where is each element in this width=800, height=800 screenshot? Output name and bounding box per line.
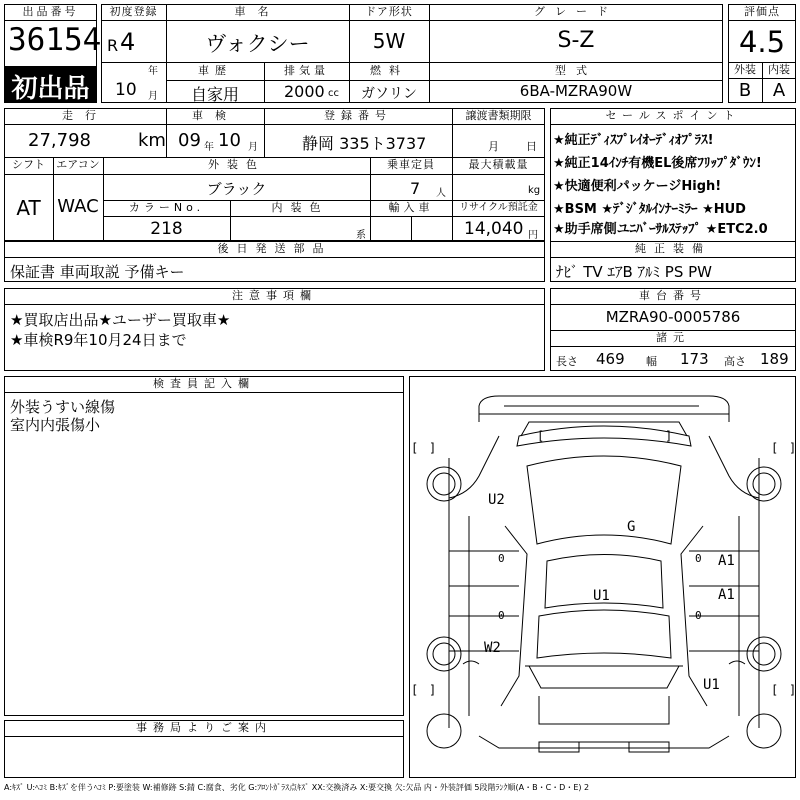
capacity-value: 7 <box>410 179 421 198</box>
model-label: 型式 <box>555 64 597 77</box>
notes-line-2: ★車検R9年10月24日まで <box>10 331 187 349</box>
aircon-value: WAC <box>57 196 99 217</box>
transfer-day-unit: 日 <box>526 140 537 153</box>
transfer-label: 譲渡書類期限 <box>465 109 532 122</box>
wheel-mark-0-c: 0 <box>498 609 505 622</box>
model-value: 6BA-MZRA90W <box>519 82 633 100</box>
chassis-value: MZRA90-0005786 <box>605 308 741 326</box>
legend-text: A:ｷｽﾞ U:ﾍｺﾐ B:ｷｽﾞを伴うﾍｺﾐ P:要塗装 W:補修跡 S:錆 C:腐食、劣化 G:ﾌﾛﾝﾄｶﾞﾗｽ点ｷｽﾞ XX:交換済み X:要交換 欠:欠品 内・外装評価 5段階ﾗﾝｸ順(A・B・C・D・E) 2 <box>4 783 590 792</box>
first-reg-year: 4 <box>120 28 136 56</box>
sales-point-5: ★助手席側ユﾆﾊﾞｰｻﾙｽﾃｯﾌﾟ ★ETC2.0 <box>553 222 768 237</box>
int-color-label: 内装色 <box>271 201 329 214</box>
wheel-mark-0-b: 0 <box>695 552 702 565</box>
displacement-label: 排気量 <box>284 64 329 77</box>
interior-score: A <box>772 80 786 101</box>
first-reg-label: 初度登録 <box>109 5 158 18</box>
inspection-month: 10 <box>218 130 241 151</box>
inspection-label: 車検 <box>192 109 238 122</box>
max-load-unit: kg <box>528 185 541 196</box>
damage-u1-rear: U1 <box>703 677 720 693</box>
later-parts-value: 保証書 車両取説 予備キー <box>10 263 185 281</box>
wheel-mark-0-a: 0 <box>498 552 505 565</box>
height-value: 189 <box>760 350 789 368</box>
inspector-line-2: 室内内張傷小 <box>10 416 101 434</box>
exterior-label: 外装 <box>734 63 756 76</box>
equipment-label: 純正装備 <box>635 242 711 255</box>
length-value: 469 <box>596 350 625 368</box>
svg-text:[: [ <box>537 429 545 443</box>
recycle-unit: 円 <box>528 230 538 241</box>
shift-label: シフト <box>12 158 45 171</box>
damage-a1-front: A1 <box>718 553 735 569</box>
transfer-month-unit: 月 <box>488 140 499 153</box>
sales-points-label: セールスポイント <box>605 109 741 122</box>
damage-w2: W2 <box>484 640 501 656</box>
capacity-label: 乗車定員 <box>387 158 435 171</box>
history-value: 自家用 <box>190 85 239 104</box>
car-name: ヴォクシー <box>205 32 310 56</box>
damage-u1-roof: U1 <box>593 588 610 604</box>
equipment-value: ﾅﾋﾞ TV ｴｱB ｱﾙﾐ PS PW <box>556 263 712 281</box>
mileage-unit: km <box>138 130 166 151</box>
lot-label: 出品番号 <box>22 5 79 18</box>
capacity-unit: 人 <box>436 188 446 199</box>
sales-point-4: ★BSM ★ﾃﾞｼﾞﾀﾙｲﾝﾅｰﾐﾗｰ ★HUD <box>553 202 746 217</box>
plate-value: 静岡 335ト3737 <box>302 134 427 153</box>
displacement-unit: cc <box>328 88 339 99</box>
score-value: 4.5 <box>738 25 786 59</box>
inspection-year: 09 <box>178 130 201 151</box>
mileage-value: 27,798 <box>28 130 91 151</box>
max-load-label: 最大積載量 <box>468 158 529 171</box>
inspection-year-unit: 年 <box>204 142 214 153</box>
car-diagram <box>409 376 796 778</box>
svg-text:]: ] <box>429 441 437 455</box>
svg-text:]: ] <box>665 429 673 443</box>
first-listing-text: 初出品 <box>11 74 90 104</box>
import-label: 輸入車 <box>388 201 434 214</box>
sales-point-1: ★純正ﾃﾞｨｽﾌﾟﾚｲｵｰﾃﾞｨｵﾌﾟﾗｽ! <box>553 133 714 148</box>
svg-text:]: ] <box>429 683 437 697</box>
svg-text:[: [ <box>411 683 419 697</box>
inspection-month-unit: 月 <box>248 142 258 153</box>
svg-text:]: ] <box>789 441 796 455</box>
inspector-label: 検査員記入欄 <box>153 377 255 390</box>
car-name-label: 車名 <box>234 5 281 18</box>
history-label: 車歴 <box>198 64 232 77</box>
interior-label: 内装 <box>768 63 790 76</box>
color-no-label: カラーNo. <box>128 201 205 214</box>
damage-a1-rear: A1 <box>718 587 735 603</box>
svg-text:]: ] <box>789 683 796 697</box>
damage-u2: U2 <box>488 492 505 508</box>
notes-label: 注意事項欄 <box>232 289 317 302</box>
inspector-line-1: 外装うすい線傷 <box>10 398 116 416</box>
chassis-label: 車台番号 <box>639 289 707 302</box>
shift-value: AT <box>16 196 41 220</box>
svg-text:[: [ <box>411 441 419 455</box>
width-value: 173 <box>680 350 709 368</box>
door-label: ドア形状 <box>365 5 413 18</box>
grade-label: グレード <box>534 5 618 18</box>
dims-label: 諸元 <box>656 331 690 344</box>
ext-color-label: 外装色 <box>208 158 265 171</box>
svg-text:[: [ <box>771 441 779 455</box>
door-value: 5W <box>372 29 406 53</box>
grade-value: S-Z <box>557 28 595 53</box>
width-label: 幅 <box>646 355 657 368</box>
first-reg-month: 10 <box>115 80 137 100</box>
later-parts-label: 後日発送部品 <box>217 242 332 255</box>
recycle-value: 14,040 <box>464 219 524 239</box>
first-reg-month-unit: 月 <box>148 91 158 102</box>
exterior-score: B <box>738 80 752 101</box>
first-reg-year-unit: 年 <box>148 66 158 77</box>
ext-color-value: ブラック <box>206 180 267 198</box>
plate-label: 登録番号 <box>324 109 392 122</box>
damage-g: G <box>627 519 636 535</box>
first-reg-era: R <box>107 36 119 55</box>
fuel-label: 燃料 <box>370 64 408 77</box>
lot-number: 36154 <box>8 22 102 58</box>
displacement-value: 2000 <box>284 82 325 101</box>
mileage-label: 走行 <box>62 109 108 122</box>
notes-line-1: ★買取店出品★ユーザー買取車★ <box>10 311 231 329</box>
sales-point-3: ★快適便利パッケージHigh! <box>553 179 722 194</box>
fuel-value: ガソリン <box>361 86 417 102</box>
length-label: 長さ <box>556 355 578 368</box>
svg-text:[: [ <box>771 683 779 697</box>
wheel-mark-0-d: 0 <box>695 609 702 622</box>
recycle-label: リサイクル預託金 <box>459 202 538 213</box>
height-label: 高さ <box>724 355 746 368</box>
int-color-unit: 系 <box>356 230 366 241</box>
office-label: 事務局よりご案内 <box>136 721 272 734</box>
score-label: 評価点 <box>744 5 780 18</box>
sales-point-2: ★純正14ｲﾝﾁ有機EL後席ﾌﾘｯﾌﾟﾀﾞｳﾝ! <box>553 156 762 171</box>
aircon-label: エアコン <box>56 158 100 171</box>
color-no-value: 218 <box>150 219 183 239</box>
